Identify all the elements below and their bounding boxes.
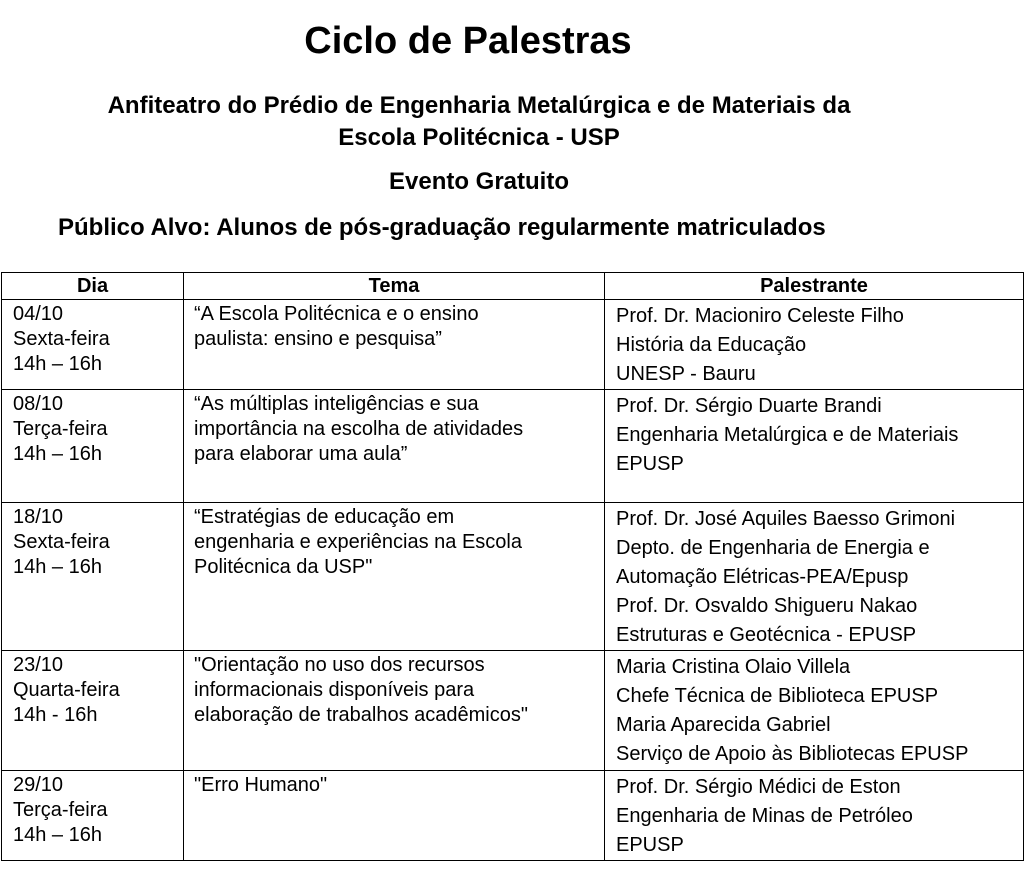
time: 14h – 16h bbox=[13, 824, 102, 846]
tema-line: "Orientação no uso dos recursos bbox=[194, 654, 485, 676]
date: 04/10 bbox=[13, 303, 64, 325]
date: 18/10 bbox=[13, 506, 64, 528]
table-row bbox=[2, 503, 1024, 651]
weekday: Quarta-feira bbox=[13, 679, 120, 701]
target-audience: Público Alvo: Alunos de pós-graduação regularmente matriculados bbox=[58, 214, 826, 241]
tema-line: “As múltiplas inteligências e sua bbox=[194, 393, 479, 415]
cell-palestrante bbox=[605, 503, 1024, 651]
speaker-line: EPUSP bbox=[616, 834, 684, 856]
speaker-line: EPUSP bbox=[616, 453, 684, 475]
tema-line: “A Escola Politécnica e o ensino bbox=[194, 303, 479, 325]
venue-line-1: Anfiteatro do Prédio de Engenharia Metalúrgica e de Materiais da bbox=[107, 92, 851, 119]
tema-line: “Estratégias de educação em bbox=[194, 506, 455, 528]
speaker-line: Estruturas e Geotécnica - EPUSP bbox=[616, 624, 917, 646]
table-header-row bbox=[2, 273, 1024, 300]
cell-tema bbox=[184, 503, 605, 651]
header-palestrante: Palestrante bbox=[605, 273, 1024, 300]
speaker-line: Prof. Dr. Sérgio Médici de Eston bbox=[616, 776, 901, 798]
speaker-line: Prof. Dr. Macioniro Celeste Filho bbox=[616, 305, 904, 327]
venue-subtitle bbox=[0, 90, 958, 154]
page-title: Ciclo de Palestras bbox=[304, 20, 632, 62]
weekday: Sexta-feira bbox=[13, 531, 110, 553]
weekday: Sexta-feira bbox=[13, 328, 110, 350]
date: 08/10 bbox=[13, 393, 64, 415]
speaker-line: Prof. Dr. José Aquiles Baesso Grimoni bbox=[616, 508, 956, 530]
tema-line: elaboração de trabalhos acadêmicos" bbox=[194, 704, 528, 726]
tema-line: paulista: ensino e pesquisa” bbox=[194, 328, 442, 350]
table-row bbox=[2, 300, 1024, 390]
speaker-line: Prof. Dr. Osvaldo Shigueru Nakao bbox=[616, 595, 918, 617]
tema-line: importância na escolha de atividades bbox=[194, 418, 524, 440]
tema-line: informacionais disponíveis para bbox=[194, 679, 475, 701]
time: 14h – 16h bbox=[13, 353, 102, 375]
time: 14h - 16h bbox=[13, 704, 98, 726]
table-row bbox=[2, 390, 1024, 503]
free-event-label: Evento Gratuito bbox=[388, 168, 569, 195]
header-dia: Dia bbox=[2, 273, 184, 300]
time: 14h – 16h bbox=[13, 443, 102, 465]
tema-line: para elaborar uma aula” bbox=[194, 443, 408, 465]
speaker-line: Automação Elétricas-PEA/Epusp bbox=[616, 566, 909, 588]
cell-dia bbox=[2, 300, 184, 390]
date: 23/10 bbox=[13, 654, 64, 676]
cell-tema bbox=[184, 651, 605, 771]
header-tema: Tema bbox=[184, 273, 605, 300]
speaker-line: Maria Cristina Olaio Villela bbox=[616, 656, 851, 678]
cell-tema bbox=[184, 390, 605, 503]
cell-dia bbox=[2, 503, 184, 651]
speaker-line: Maria Aparecida Gabriel bbox=[616, 714, 831, 736]
cell-palestrante bbox=[605, 771, 1024, 861]
schedule-table bbox=[1, 272, 1024, 861]
speaker-line: Engenharia Metalúrgica e de Materiais bbox=[616, 424, 959, 446]
tema-line: "Erro Humano" bbox=[194, 774, 328, 796]
weekday: Terça-feira bbox=[13, 418, 108, 440]
date: 29/10 bbox=[13, 774, 64, 796]
weekday: Terça-feira bbox=[13, 799, 108, 821]
venue-line-2: Escola Politécnica - USP bbox=[338, 124, 620, 151]
cell-palestrante bbox=[605, 300, 1024, 390]
cell-dia bbox=[2, 651, 184, 771]
tema-line: Politécnica da USP" bbox=[194, 556, 373, 578]
speaker-line: Prof. Dr. Sérgio Duarte Brandi bbox=[616, 395, 882, 417]
speaker-line: Chefe Técnica de Biblioteca EPUSP bbox=[616, 685, 939, 707]
cell-tema bbox=[184, 771, 605, 861]
tema-line: engenharia e experiências na Escola bbox=[194, 531, 522, 553]
table-row bbox=[2, 771, 1024, 861]
speaker-line: UNESP - Bauru bbox=[616, 363, 756, 385]
speaker-line: História da Educação bbox=[616, 334, 807, 356]
speaker-line: Depto. de Engenharia de Energia e bbox=[616, 537, 930, 559]
cell-dia bbox=[2, 771, 184, 861]
cell-tema bbox=[184, 300, 605, 390]
cell-palestrante bbox=[605, 390, 1024, 503]
table-row bbox=[2, 651, 1024, 771]
speaker-line: Serviço de Apoio às Bibliotecas EPUSP bbox=[616, 743, 969, 765]
speaker-line: Engenharia de Minas de Petróleo bbox=[616, 805, 913, 827]
cell-dia bbox=[2, 390, 184, 503]
cell-palestrante bbox=[605, 651, 1024, 771]
time: 14h – 16h bbox=[13, 556, 102, 578]
